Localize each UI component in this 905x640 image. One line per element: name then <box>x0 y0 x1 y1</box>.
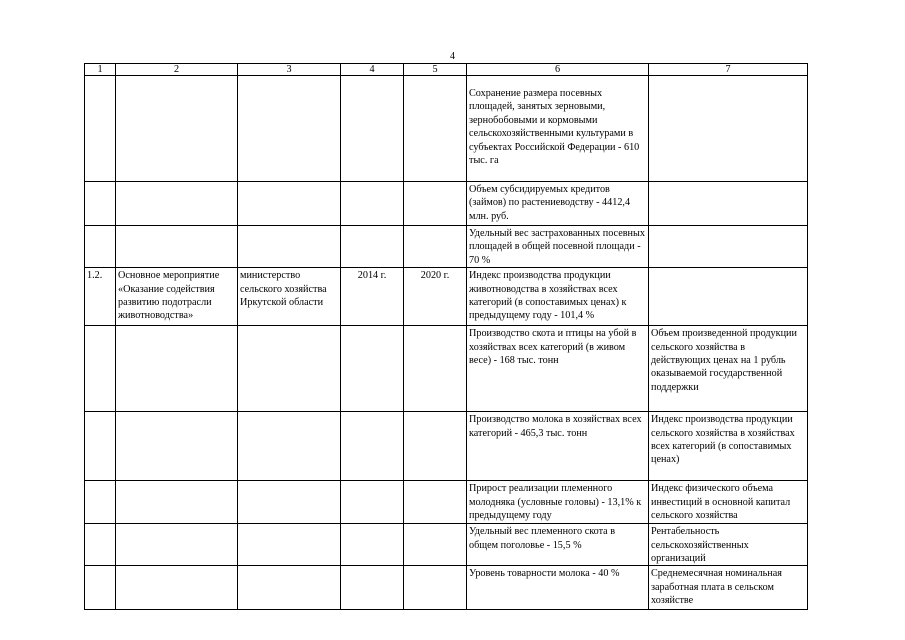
table-row <box>85 412 808 481</box>
table-row <box>85 566 808 610</box>
activity-cell <box>116 412 238 481</box>
executor-cell <box>238 481 341 524</box>
executor-cell: министерство сельского хозяйства Иркутской области <box>238 268 341 326</box>
activity-cell <box>116 76 238 182</box>
indicator-cell: Производство молока в хозяйствах всех категорий - 465,3 тыс. тонн <box>467 412 649 481</box>
activity-cell <box>116 481 238 524</box>
table-row <box>85 76 808 182</box>
start-year-cell <box>341 326 404 412</box>
activity-cell <box>116 524 238 566</box>
target-indicator-cell: Индекс физического объема инвестиций в основной капитал сельского хозяйства <box>649 481 808 524</box>
target-indicator-cell: Среднемесячная номинальная заработная плата в сельском хозяйстве <box>649 566 808 610</box>
column-header-4: 4 <box>341 64 404 76</box>
activity-cell <box>116 326 238 412</box>
indicator-cell: Прирост реализации племенного молодняка (условные головы) - 13,1% к предыдущему году <box>467 481 649 524</box>
table-header-row <box>85 64 808 76</box>
row-number-cell <box>85 481 116 524</box>
executor-cell <box>238 182 341 226</box>
target-indicator-cell <box>649 76 808 182</box>
row-number-cell <box>85 182 116 226</box>
indicator-cell: Объем субсидируемых кредитов (займов) по растениеводству - 4412,4 млн. руб. <box>467 182 649 226</box>
activity-cell <box>116 226 238 268</box>
row-number-cell: 1.2. <box>85 268 116 326</box>
target-indicator-cell <box>649 268 808 326</box>
indicator-cell: Индекс производства продукции животноводства в хозяйствах всех категорий (в сопоставимых ценах) к предыдущему году - 101,4 % <box>467 268 649 326</box>
table-row <box>85 268 808 326</box>
target-indicator-cell: Рентабельность сельскохозяйственных организаций <box>649 524 808 566</box>
target-indicator-cell <box>649 226 808 268</box>
activity-cell <box>116 566 238 610</box>
activity-cell <box>116 182 238 226</box>
executor-cell <box>238 226 341 268</box>
start-year-cell <box>341 76 404 182</box>
indicator-cell: Удельный вес племенного скота в общем поголовье - 15,5 % <box>467 524 649 566</box>
table-row <box>85 481 808 524</box>
start-year-cell <box>341 481 404 524</box>
target-indicator-cell <box>649 182 808 226</box>
row-number-cell <box>85 76 116 182</box>
indicator-cell: Производство скота и птицы на убой в хозяйствах всех категорий (в живом весе) - 168 тыс. тонн <box>467 326 649 412</box>
indicator-cell: Уровень товарности молока - 40 % <box>467 566 649 610</box>
end-year-cell <box>404 524 467 566</box>
column-header-7: 7 <box>649 64 808 76</box>
start-year-cell <box>341 412 404 481</box>
start-year-cell: 2014 г. <box>341 268 404 326</box>
row-number-cell <box>85 412 116 481</box>
start-year-cell <box>341 182 404 226</box>
indicator-cell: Удельный вес застрахованных посевных площадей в общей посевной площади - 70 % <box>467 226 649 268</box>
column-header-2: 2 <box>116 64 238 76</box>
executor-cell <box>238 524 341 566</box>
indicator-cell: Сохранение размера посевных площадей, занятых зерновыми, зернобобовыми и кормовыми сельскохозяйственными культурами в субъектах Российской Федерации - 610 тыс. га <box>467 76 649 182</box>
activity-cell: Основное мероприятие «Оказание содействия развитию подотрасли животноводства» <box>116 268 238 326</box>
start-year-cell <box>341 566 404 610</box>
end-year-cell <box>404 412 467 481</box>
column-header-6: 6 <box>467 64 649 76</box>
table-row <box>85 226 808 268</box>
row-number-cell <box>85 566 116 610</box>
table-row <box>85 182 808 226</box>
column-header-1: 1 <box>85 64 116 76</box>
end-year-cell <box>404 226 467 268</box>
executor-cell <box>238 412 341 481</box>
column-header-3: 3 <box>238 64 341 76</box>
program-table <box>84 63 808 610</box>
start-year-cell <box>341 226 404 268</box>
row-number-cell <box>85 226 116 268</box>
table-row <box>85 326 808 412</box>
executor-cell <box>238 326 341 412</box>
target-indicator-cell: Индекс производства продукции сельского хозяйства в хозяйствах всех категорий (в сопоставимых ценах) <box>649 412 808 481</box>
row-number-cell <box>85 524 116 566</box>
end-year-cell <box>404 182 467 226</box>
end-year-cell <box>404 326 467 412</box>
start-year-cell <box>341 524 404 566</box>
end-year-cell: 2020 г. <box>404 268 467 326</box>
column-header-5: 5 <box>404 64 467 76</box>
end-year-cell <box>404 481 467 524</box>
executor-cell <box>238 566 341 610</box>
row-number-cell <box>85 326 116 412</box>
table-row <box>85 524 808 566</box>
end-year-cell <box>404 76 467 182</box>
end-year-cell <box>404 566 467 610</box>
target-indicator-cell: Объем произведенной продукции сельского хозяйства в действующих ценах на 1 рубль оказываемой государственной поддержки <box>649 326 808 412</box>
executor-cell <box>238 76 341 182</box>
page-number: 4 <box>450 51 455 62</box>
